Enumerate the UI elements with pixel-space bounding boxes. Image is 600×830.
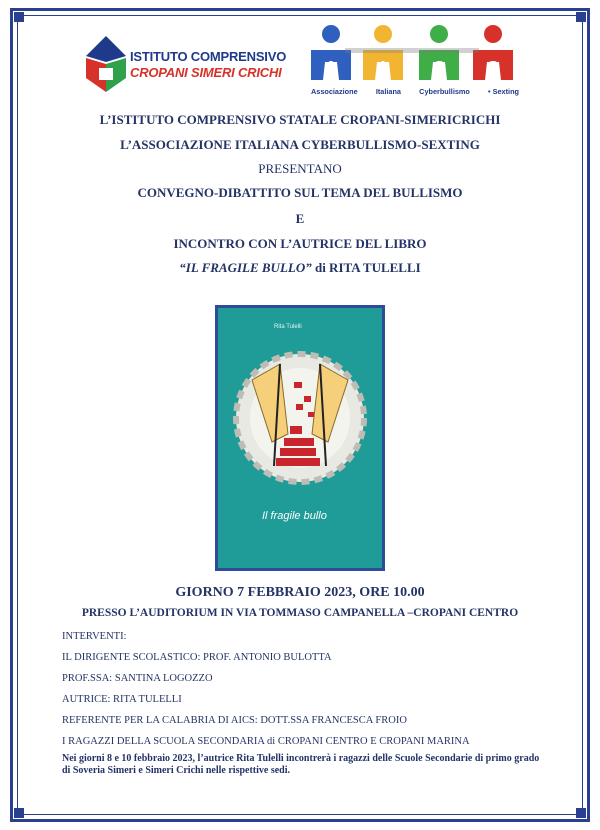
- heading-istituto: L’ISTITUTO COMPRENSIVO STATALE CROPANI-SIMERICRICHI: [99, 112, 501, 127]
- corner-ornament: [576, 12, 586, 22]
- interventi-item: IL DIRIGENTE SCOLASTICO: PROF. ANTONIO BULOTTA: [62, 652, 332, 663]
- istituto-emblem-icon: [84, 34, 128, 94]
- heading-e: E: [295, 211, 305, 226]
- aics-letter: A: [324, 58, 338, 78]
- aics-logo: [305, 24, 520, 100]
- interventi-item: INTERVENTI:: [62, 631, 127, 642]
- aics-caption: [311, 87, 519, 99]
- interventi-item: PROF.SSA: SANTINA LOGOZZO: [62, 673, 213, 684]
- book-cover-title: Il fragile bullo: [262, 510, 327, 522]
- interventi-item: I RAGAZZI DELLA SCUOLA SECONDARIA di CROPANI CENTRO E CROPANI MARINA: [62, 736, 470, 747]
- istituto-logo-line2: CROPANI SIMERI CRICHI: [130, 65, 282, 80]
- book-cover-illustration: [218, 338, 382, 508]
- event-place: PRESSO L’AUDITORIUM IN VIA TOMMASO CAMPANELLA –CROPANI CENTRO: [81, 607, 519, 619]
- aics-caption-word: Cyberbullismo: [419, 87, 470, 96]
- corner-ornament: [576, 808, 586, 818]
- interventi-list: [62, 631, 562, 757]
- event-date: GIORNO 7 FEBBRAIO 2023, ORE 10.00: [175, 585, 425, 600]
- aics-letter: S: [486, 58, 500, 78]
- book-title-quoted: “IL FRAGILE BULLO”: [179, 260, 312, 275]
- footer-note: Nei giorni 8 e 10 febbraio 2023, l’autrice Rita Tulelli incontrerà i ragazzi delle Scuole Secondarie di primo grado di Soveria Simeri e Simeri Crichi nelle rispettive sedi.: [62, 753, 540, 776]
- book-cover-image: [215, 305, 385, 571]
- aics-caption-word: Italiana: [375, 87, 401, 96]
- istituto-logo-line1: ISTITUTO COMPRENSIVO: [130, 49, 287, 64]
- heading-convegno: CONVEGNO-DIBATTITO SUL TEMA DEL BULLISMO: [137, 185, 463, 200]
- aics-letter: C: [432, 58, 446, 78]
- corner-ornament: [14, 12, 24, 22]
- aics-letter: I: [380, 58, 386, 78]
- book-author-credit: di RITA TULELLI: [311, 260, 421, 275]
- heading-book-title: [40, 260, 560, 276]
- interventi-item: REFERENTE PER LA CALABRIA DI AICS: DOTT.SSA FRANCESCA FROIO: [62, 715, 407, 726]
- heading-incontro: INCONTRO CON L’AUTRICE DEL LIBRO: [173, 236, 427, 251]
- interventi-item: AUTRICE: RITA TULELLI: [62, 694, 182, 705]
- heading-associazione: L’ASSOCIAZIONE ITALIANA CYBERBULLISMO-SEXTING: [120, 137, 480, 152]
- istituto-logo: [84, 34, 304, 96]
- aics-people-icon: [305, 24, 520, 86]
- book-cover-author: Rita Tulelli: [274, 324, 302, 330]
- aics-caption-word: Associazione: [311, 87, 358, 96]
- corner-ornament: [14, 808, 24, 818]
- aics-caption-word: • Sexting: [488, 87, 519, 96]
- heading-presentano: PRESENTANO: [258, 161, 342, 176]
